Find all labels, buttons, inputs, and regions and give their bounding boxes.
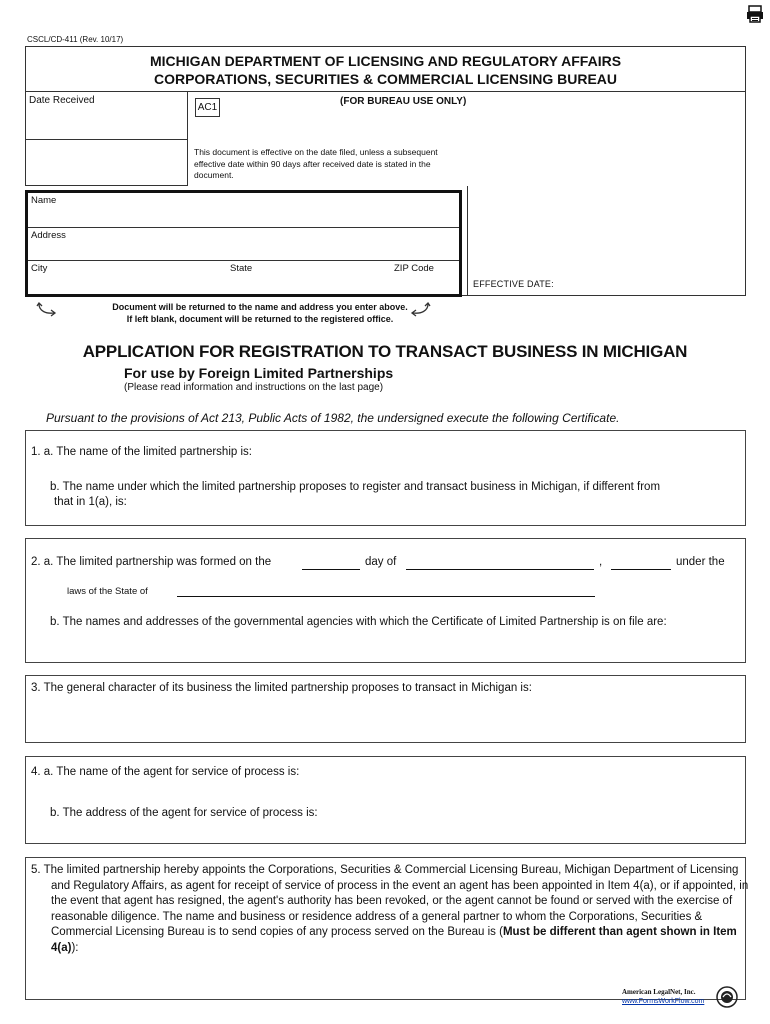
section-2 — [25, 538, 746, 663]
city-label: City — [31, 263, 48, 274]
section-5-text — [31, 863, 756, 957]
section-2b-label: b. The names and addresses of the governmental agencies with which the Certificate of Limited Partnership is on file are: — [50, 616, 667, 628]
agency-header — [25, 46, 746, 92]
bureau-name: CORPORATIONS, SECURITIES & COMMERCIAL LICENSING BUREAU — [153, 71, 618, 87]
return-address-box — [25, 190, 462, 297]
return-arrow-left-icon — [36, 301, 58, 317]
section-1b-label-cont: that in 1(a), is: — [54, 496, 127, 508]
return-note — [60, 301, 460, 325]
section-5-main: 5. The limited partnership hereby appoints the Corporations, Securities & Commercial Licensing Bureau, Michigan Department of Licensing and Regulatory Affairs, as agent for receipt of service of process in the event an agent has been appointed in Item 4(a), or if appointed, in the event that agent has resigned, the agent's authority has been revoked, or the agent cannot be found or served with the exercise of reasonable diligence. The name and business or residence address of a general partner to whom the Corporations, Securities & Commercial Licensing Bureau is to send copies of any process served on the Bureau is ( — [31, 864, 749, 939]
city-state-zip-field[interactable] — [28, 261, 459, 294]
return-note-line2: If left blank, document will be returned to the registered office. — [126, 314, 394, 324]
page-subtitle: For use by Foreign Limited Partnerships — [124, 365, 394, 381]
effective-note: This document is effective on the date filed, unless a subsequent effective date within 90 days after received date is stated in the document. — [194, 147, 438, 180]
bureau-use-label: (FOR BUREAU USE ONLY) — [340, 96, 467, 107]
day-of-label: day of — [365, 556, 397, 568]
date-received-label: Date Received — [29, 95, 95, 106]
date-received-field[interactable] — [25, 139, 188, 186]
section-4 — [25, 756, 746, 844]
section-4b-label: b. The address of the agent for service of process is: — [50, 807, 318, 819]
printer-icon[interactable] — [745, 4, 765, 24]
name-field[interactable] — [28, 193, 459, 228]
legalnet-logo-icon — [716, 986, 738, 1008]
section-1 — [25, 430, 746, 526]
formed-day-field[interactable] — [302, 569, 360, 570]
state-label: State — [230, 263, 253, 274]
page-title: APPLICATION FOR REGISTRATION TO TRANSACT BUSINESS IN MICHIGAN — [82, 342, 688, 361]
section-3-label: 3. The general character of its business the limited partnership proposes to transact in Michigan is: — [31, 682, 532, 694]
section-1b-label: b. The name under which the limited partnership proposes to register and transact business in Michigan, if different from — [50, 481, 661, 493]
under-the-label: under the — [676, 556, 725, 568]
section-5-bold: Must be different than agent shown in Item 4(a) — [51, 926, 737, 954]
laws-of-state-label: laws of the State of — [67, 586, 148, 597]
effective-date-label: EFFECTIVE DATE: — [473, 279, 554, 289]
section-3 — [25, 675, 746, 743]
formed-month-field[interactable] — [406, 569, 594, 570]
legalnet-credit — [622, 988, 704, 1006]
formed-year-field[interactable] — [611, 569, 671, 570]
state-of-formation-field[interactable] — [177, 596, 595, 597]
legalnet-company: American LegalNet, Inc. — [622, 988, 696, 996]
effective-date-divider — [467, 186, 468, 296]
address-label: Address — [31, 230, 66, 241]
section-5 — [25, 857, 749, 1000]
date-received-box — [25, 92, 188, 139]
section-4a-label: 4. a. The name of the agent for service of process is: — [31, 766, 300, 778]
comma-label: , — [599, 556, 603, 568]
return-arrow-right-icon — [409, 301, 431, 317]
section-2a-label: 2. a. The limited partnership was formed on the — [31, 556, 272, 568]
pursuant-statement: Pursuant to the provisions of Act 213, Public Acts of 1982, the undersigned execute the following Certificate. — [46, 411, 620, 425]
instructions-note: (Please read information and instructions on the last page) — [124, 382, 384, 393]
return-note-line1: Document will be returned to the name and address you enter above. — [112, 302, 408, 312]
agency-name: MICHIGAN DEPARTMENT OF LICENSING AND REGULATORY AFFAIRS — [149, 53, 622, 69]
section-5-end: ): — [71, 941, 79, 954]
legalnet-link[interactable]: www.FormsWorkFlow.com — [622, 998, 705, 1005]
address-field[interactable] — [28, 228, 459, 261]
ac-code: AC1 — [195, 98, 220, 117]
section-1a-label: 1. a. The name of the limited partnership is: — [31, 446, 252, 458]
form-id: CSCL/CD-411 (Rev. 10/17) — [27, 35, 124, 44]
zip-label: ZIP Code — [394, 263, 434, 274]
name-label: Name — [31, 195, 57, 206]
